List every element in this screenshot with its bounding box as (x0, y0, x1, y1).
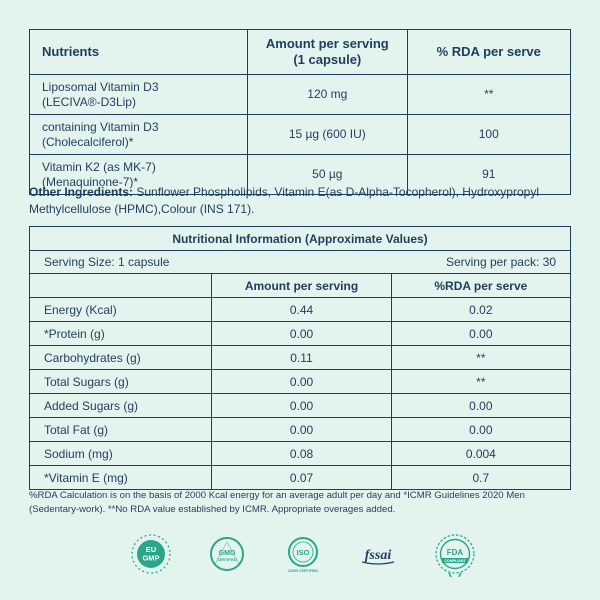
fssai-icon (356, 533, 400, 575)
nutrient-row (30, 115, 571, 155)
eu-gmp-line1: EU (145, 545, 157, 554)
gmo-line1: GMO (218, 550, 236, 557)
fssai-text: fssai (364, 548, 392, 563)
row-rda: ** (391, 370, 570, 394)
gmo-line2: CERTIFIED (217, 558, 237, 562)
nutrients-table (29, 29, 571, 195)
row-label: *Protein (g) (30, 322, 212, 346)
row-amount: 0.44 (212, 298, 391, 322)
other-ingredients (29, 184, 574, 218)
nutrient-name-line1: Liposomal Vitamin D3 (42, 79, 159, 94)
fda-badge (433, 533, 477, 577)
row-rda: 0.00 (391, 394, 570, 418)
nutrients-header-row (30, 30, 571, 75)
row-amount: 0.00 (212, 418, 391, 442)
nutrient-amount: 120 mg (248, 75, 407, 115)
row-rda: 0.02 (391, 298, 570, 322)
header-empty (30, 274, 212, 298)
serving-size: Serving Size: 1 capsule (44, 255, 170, 269)
eu-gmp-line2: GMP (142, 553, 160, 563)
row-label: Sodium (mg) (30, 442, 212, 466)
row-label: Total Sugars (g) (30, 370, 212, 394)
row-rda: 0.00 (391, 322, 570, 346)
fssai-badge (356, 533, 400, 575)
row-amount: 0.00 (212, 322, 391, 346)
row-label: Carbohydrates (g) (30, 346, 212, 370)
serving-row (30, 251, 571, 274)
gmo-certified-badge (206, 533, 248, 575)
table-row (30, 394, 571, 418)
row-amount: 0.00 (212, 370, 391, 394)
nutrient-amount: 50 µg (248, 155, 407, 195)
gmo-icon (206, 533, 248, 575)
serving-per-pack: Serving per pack: 30 (445, 255, 556, 269)
header-nutrients: Nutrients (30, 30, 248, 75)
header-rda-per-serve: %RDA per serve (391, 274, 570, 298)
iso-line2: 22000 CERTIFIED (288, 569, 318, 573)
nutrient-rda: ** (407, 75, 570, 115)
table-row (30, 466, 571, 490)
nutritional-info-table (29, 226, 571, 490)
table-row (30, 370, 571, 394)
row-amount: 0.00 (212, 394, 391, 418)
row-label: Total Fat (g) (30, 418, 212, 442)
nutrient-row (30, 75, 571, 115)
row-label: *Vitamin E (mg) (30, 466, 212, 490)
nutrition-header-row (30, 274, 571, 298)
nutrient-rda: 100 (407, 115, 570, 155)
nutrient-name-line2: (Menaquinone-7)* (42, 174, 139, 189)
table-row (30, 322, 571, 346)
fda-line2: COMPLIANT (444, 559, 466, 563)
serving-info (30, 251, 571, 274)
row-amount: 0.08 (212, 442, 391, 466)
header-amount-line2: (1 capsule) (293, 52, 362, 67)
table-row (30, 298, 571, 322)
row-label: Energy (Kcal) (30, 298, 212, 322)
nutrient-name (30, 115, 248, 155)
header-amount-per-serving: Amount per serving (212, 274, 391, 298)
nutrient-name-line2: (LECIVA®-D3Lip) (42, 94, 136, 109)
other-ingredients-text: Sunflower Phospholipids, Vitamin E(as D-Alpha-Tocopherol), Hydroxypropyl Methylcellulose (HPMC),Colour (INS 171). (29, 185, 539, 216)
row-rda: 0.004 (391, 442, 570, 466)
other-ingredients-label: Other Ingredients: (29, 185, 134, 199)
iso-icon (282, 533, 324, 575)
nutritional-info-title-row (30, 227, 571, 251)
table-row (30, 442, 571, 466)
fda-line1: FDA (446, 548, 464, 557)
eu-gmp-icon (130, 533, 172, 575)
nutrient-name (30, 75, 248, 115)
row-rda: 0.7 (391, 466, 570, 490)
iso-line1: ISO (296, 548, 310, 557)
table-row (30, 346, 571, 370)
row-label: Added Sugars (g) (30, 394, 212, 418)
nutrient-name-line1: containing Vitamin D3 (42, 119, 159, 134)
nutritional-info-title: Nutritional Information (Approximate Values) (30, 227, 571, 251)
row-amount: 0.07 (212, 466, 391, 490)
fda-icon (433, 533, 477, 577)
header-amount-line1: Amount per serving (265, 36, 389, 51)
nutrient-amount: 15 µg (600 IU) (248, 115, 407, 155)
table-row (30, 418, 571, 442)
header-amount (248, 30, 407, 75)
nutrient-name-line1: Vitamin K2 (as MK-7) (42, 159, 156, 174)
row-rda: ** (391, 346, 570, 370)
row-amount: 0.11 (212, 346, 391, 370)
row-rda: 0.00 (391, 418, 570, 442)
nutrient-name-line2: (Cholecalciferol)* (42, 134, 134, 149)
eu-gmp-badge (130, 533, 172, 575)
header-rda: % RDA per serve (407, 30, 570, 75)
footnote: %RDA Calculation is on the basis of 2000 Kcal energy for an average adult per day and *ICMR Guidelines 2020 Men (Sedentary-work). **No RDA value established by ICMR. Appropriate overages added. (29, 490, 525, 515)
iso-badge (282, 533, 324, 575)
nutrient-rda: 91 (407, 155, 570, 195)
